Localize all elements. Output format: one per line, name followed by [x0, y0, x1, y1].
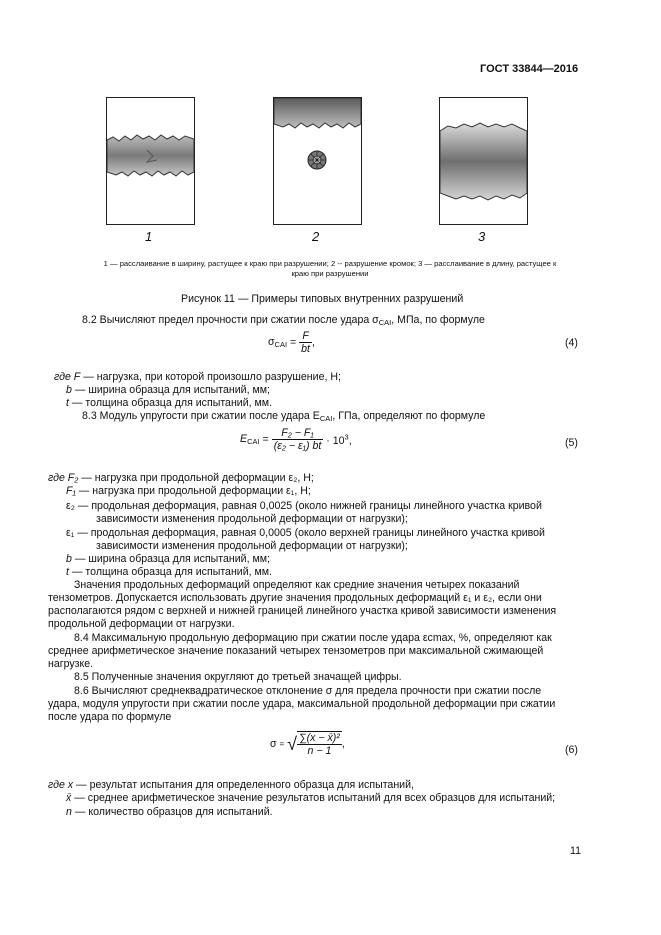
para-strain-3: продольной деформации от нагрузки.: [48, 618, 235, 630]
s82-tail: , МПа, по формуле: [391, 314, 485, 326]
s84-line-0: 8.4 Максимальную продольную деформацию при сжатии после удара εcmax, %, определяют как: [74, 632, 552, 644]
panel-label-1: 1: [145, 229, 153, 244]
eq5-lhs: E: [240, 433, 248, 445]
eq6-num: ∑(x − x̄)²: [299, 732, 340, 744]
eq5-mult: · 10: [326, 434, 345, 447]
s83-where-6: b — ширина образца для испытаний, мм;: [66, 553, 270, 565]
figure-panel-2: [273, 97, 362, 225]
s86-line-2: после удара по формуле: [48, 711, 172, 723]
eq5-eq-sign: =: [262, 433, 269, 446]
s83-sub: CAI: [319, 414, 333, 423]
s83-where-4: ε₁ — продольная деформация, равная 0,0005 (около верхней границы линейного участка кривой: [66, 527, 545, 539]
document-id: ГОСТ 33844—2016: [480, 63, 579, 75]
s83-where-3: зависимости изменения продольной деформации от нагрузки);: [96, 513, 408, 525]
section-8-2-intro: [82, 314, 485, 329]
s86-line-0: 8.6 Вычисляют среднеквадратическое отклонение σ для предела прочности при сжатии после: [74, 685, 542, 697]
legend-line-1: 1 — расслаивание в ширину, растущее к краю при разрушении; 2 -- разрушение кромок; 3 — расслаивание в длину, растущее к: [103, 259, 557, 268]
s82-where-1: b — ширина образца для испытаний, мм;: [66, 384, 270, 396]
eq4-lhs-sub: CAI: [274, 340, 288, 349]
sqrt-icon: √: [287, 734, 298, 754]
equation-5: [240, 427, 352, 452]
para-strain-1: тензометров. Допускается использовать другие значения продольных деформаций ε₁ и ε₂, если они: [48, 592, 542, 604]
s83-where-0: где F₂ — нагрузка при продольной деформации ε₂, Н;: [48, 472, 314, 484]
eq5-lhs-sub: CAI: [247, 437, 260, 446]
panel-1-drawing: [107, 98, 194, 224]
equation-6-number: (6): [565, 744, 578, 756]
equation-6: [270, 731, 345, 757]
s86-where-0: где x — результат испытания для определенного образца для испытаний,: [48, 779, 414, 791]
s83-tail: , ГПа, определяют по формуле: [332, 410, 486, 422]
eq6-lhs: σ: [270, 738, 277, 750]
para-strain-2: располагаются рядом с верхней и нижней границей линейного участка кривой зависимости изменения: [48, 605, 557, 617]
eq5-den: (ε₂ − ε₁) bt: [273, 440, 322, 452]
page-number: 11: [570, 845, 581, 857]
s83-where-1: F₁ — нагрузка при продольной деформации ε₁, Н;: [66, 485, 311, 497]
s82-text: 8.2 Вычисляют предел прочности при сжатии после удара σ: [82, 314, 379, 326]
figure-legend: [30, 259, 630, 279]
s86-line-1: удара, модуля упругости при сжатии после удара, максимальной продольной деформации при сжатии: [48, 698, 556, 710]
s83-where-2: ε₂ — продольная деформация, равная 0,0025 (около нижней границы линейного участка кривой: [66, 500, 542, 512]
s83-text: 8.3 Модуль упругости при сжатии после удара E: [82, 410, 320, 422]
panel-label-2: 2: [312, 229, 320, 244]
panel-label-3: 3: [478, 229, 486, 244]
s82-sub: CAI: [378, 318, 392, 327]
equation-4: [268, 330, 315, 355]
s85-line: 8.5 Полученные значения округляют до третьей значащей цифры.: [74, 671, 402, 683]
eq6-eq-sign: =: [279, 739, 285, 749]
eq6-tail: ,: [341, 738, 345, 750]
s86-where-1: x̄ — среднее арифметическое значение результатов испытаний для всех образцов для испытаний;: [66, 792, 556, 804]
figure-panel-3: [439, 97, 528, 225]
equation-5-number: (5): [565, 437, 578, 449]
panel-3-drawing: [440, 98, 527, 224]
figure-caption: Рисунок 11 — Примеры типовых внутренних разрушений: [181, 293, 464, 305]
eq6-den: n − 1: [307, 745, 332, 757]
eq4-eq-sign: =: [290, 336, 297, 349]
eq5-tail: ,: [348, 434, 352, 447]
s83-where-7: t — толщина образца для испытаний, мм.: [66, 566, 273, 578]
figure-panel-1: [106, 97, 195, 225]
para-strain-0: Значения продольных деформаций определяют как средние значения четырех показаний: [74, 579, 520, 591]
panel-2-drawing: [274, 98, 361, 224]
eq5-exp: 3: [344, 432, 349, 442]
legend-line-2: краю при разрушении: [291, 269, 369, 278]
section-8-3-intro: [82, 410, 485, 425]
s82-where-0: где F — нагрузка, при которой произошло разрушение, Н;: [54, 371, 341, 383]
eq5-num: F₂ − F₁: [272, 427, 324, 440]
eq4-lhs: σ: [268, 336, 275, 348]
s84-line-2: нагрузке.: [48, 658, 94, 670]
s82-where-2: t — толщина образца для испытаний, мм.: [66, 397, 273, 409]
eq4-tail: ,: [312, 336, 315, 349]
s86-where-2: n — количество образцов для испытаний.: [66, 806, 273, 818]
eq4-num: F: [299, 330, 312, 343]
s84-line-1: среднее арифметическое значение показаний четырех тензометров при максимальной сжимающей: [48, 645, 544, 657]
s83-where-5: зависимости изменения продольной деформации от нагрузки);: [96, 540, 408, 552]
eq4-den: bt: [301, 343, 310, 355]
equation-4-number: (4): [565, 337, 578, 349]
